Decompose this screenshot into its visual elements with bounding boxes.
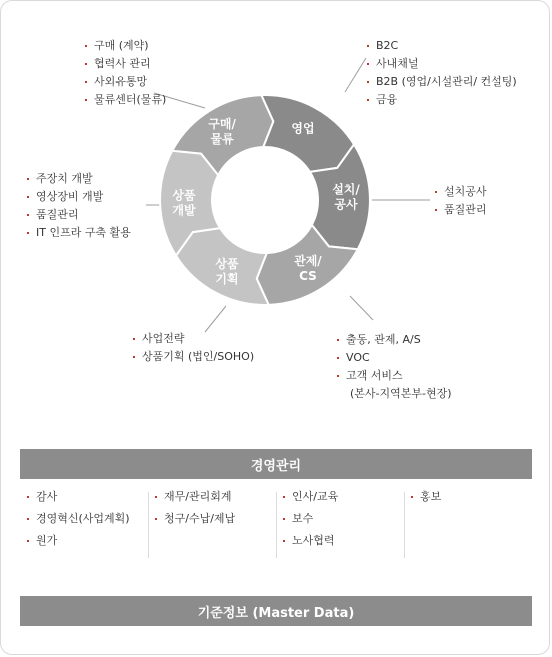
note-item: 영상장비 개발 — [26, 188, 131, 206]
management-item: 노사협력 — [282, 532, 338, 550]
segment-label-purchase: 물류 — [210, 131, 234, 146]
segment-label-install: 공사 — [334, 197, 358, 212]
management-column-3 — [282, 488, 338, 560]
notes-control — [336, 331, 452, 403]
master-data-title: 기준정보 (Master Data) — [197, 605, 355, 621]
management-item: 홍보 — [410, 488, 441, 506]
segment-label-control: 관제/ — [294, 254, 322, 269]
note-item: B2C — [366, 37, 517, 55]
note-item: 고객 서비스 — [336, 367, 452, 385]
notes-install — [434, 183, 487, 219]
segment-label-development: 개발 — [172, 203, 196, 218]
management-item: 청구/수납/제납 — [154, 510, 235, 528]
segment-label-install: 설치/ — [332, 182, 360, 197]
note-item: 사외유통망 — [84, 73, 166, 91]
leader-line — [345, 58, 366, 92]
notes-purchase — [84, 37, 166, 109]
note-item: 사업전략 — [132, 330, 254, 348]
notes-planning — [132, 330, 254, 366]
column-divider — [404, 492, 405, 558]
management-column-1 — [26, 488, 130, 560]
management-item: 인사/교육 — [282, 488, 338, 506]
notes-sales — [366, 37, 517, 109]
note-item: 협력사 관리 — [84, 55, 166, 73]
note-item-continuation: (본사-지역본부-현장) — [350, 387, 452, 400]
segment-label-planning: 기획 — [215, 272, 239, 286]
column-divider — [148, 492, 149, 558]
management-column-4 — [410, 488, 441, 560]
note-item: 구매 (계약) — [84, 37, 166, 55]
segment-label-sales: 영업 — [291, 121, 315, 136]
management-item: 경영혁신(사업계획) — [26, 510, 130, 528]
note-item: 상품기획 (법인/SOHO) — [132, 348, 254, 366]
notes-development — [26, 170, 131, 242]
note-item: 품질관리 — [434, 201, 487, 219]
management-bar — [20, 449, 532, 479]
note-item: VOC — [336, 349, 452, 367]
note-item: 출동, 관제, A/S — [336, 331, 452, 349]
leader-line — [205, 306, 226, 332]
management-item: 감사 — [26, 488, 130, 506]
management-item: 재무/관리회계 — [154, 488, 235, 506]
management-item: 보수 — [282, 510, 338, 528]
segment-label-development: 상품 — [172, 188, 196, 203]
management-columns — [20, 488, 532, 560]
column-divider — [276, 492, 277, 558]
leader-line — [350, 296, 373, 320]
note-item: B2B (영업/시설관리/ 컨설팅) — [366, 73, 517, 91]
management-column-2 — [154, 488, 235, 560]
note-item: 주장치 개발 — [26, 170, 131, 188]
note-item: IT 인프라 구축 활용 — [26, 224, 131, 242]
segment-label-purchase: 구매/ — [208, 116, 236, 131]
segment-label-control: CS — [299, 269, 317, 284]
note-item: 물류센터(물류) — [84, 91, 166, 109]
note-item: 사내채널 — [366, 55, 517, 73]
segment-label-planning: 상품 — [215, 257, 239, 271]
management-item: 원가 — [26, 532, 130, 550]
management-title: 경영관리 — [250, 458, 302, 474]
note-item: 금융 — [366, 91, 517, 109]
note-item: 설치공사 — [434, 183, 487, 201]
master-data-bar — [20, 596, 532, 626]
note-item: 품질관리 — [26, 206, 131, 224]
